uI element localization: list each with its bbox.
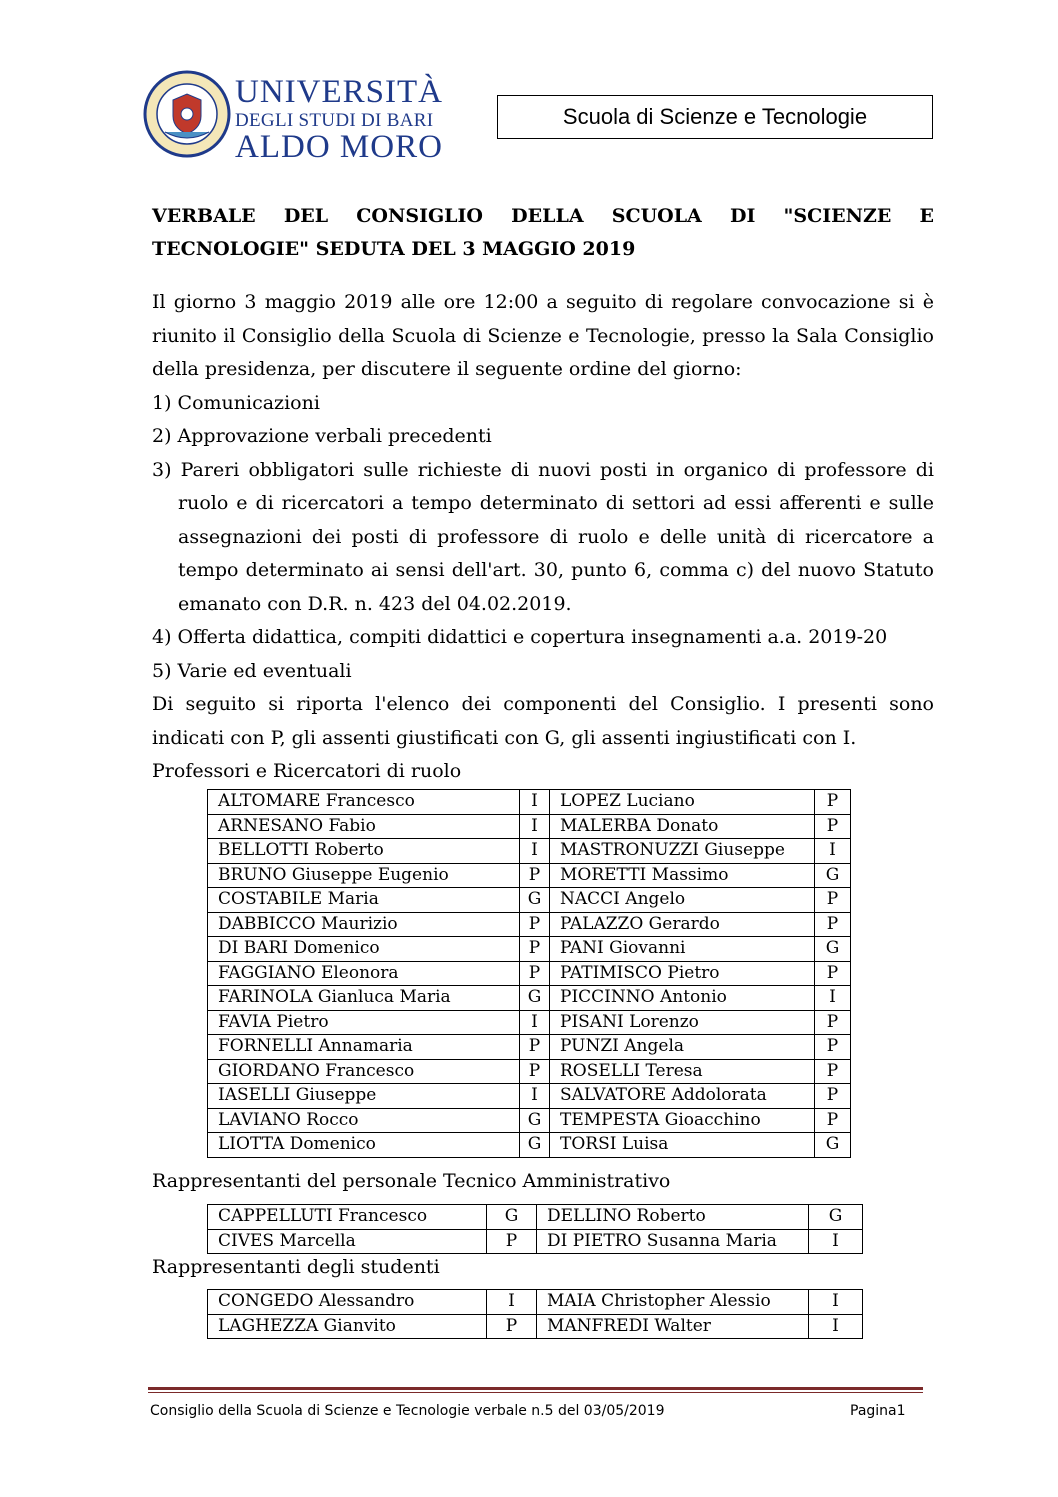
table-row: [208, 1035, 851, 1060]
member-name: FORNELLI Annamaria: [208, 1035, 520, 1060]
professors-table: [207, 789, 851, 1158]
agenda-item: 1) Comunicazioni: [152, 391, 320, 414]
member-name: MAIA Christopher Alessio: [537, 1290, 809, 1315]
attendance-status: I: [815, 986, 851, 1011]
table-row: [208, 1010, 851, 1035]
member-name: ARNESANO Fabio: [208, 814, 520, 839]
attendance-status: I: [487, 1290, 537, 1315]
attendance-status: I: [520, 790, 550, 815]
member-name: CONGEDO Alessandro: [208, 1290, 487, 1315]
attendance-status: P: [520, 961, 550, 986]
member-name: SALVATORE Addolorata: [550, 1084, 815, 1109]
section-label-professors: Professori e Ricercatori di ruolo: [152, 760, 462, 782]
university-logo: [143, 70, 443, 165]
logo-line-3: ALDO MORO: [235, 129, 443, 165]
member-name: TORSI Luisa: [550, 1133, 815, 1158]
document-title: [152, 200, 934, 266]
member-name: DI PIETRO Susanna Maria: [537, 1229, 809, 1254]
table-row: [208, 1314, 863, 1339]
member-name: LAVIANO Rocco: [208, 1108, 520, 1133]
member-name: CAPPELLUTI Francesco: [208, 1205, 487, 1230]
member-name: MASTRONUZZI Giuseppe: [550, 839, 815, 864]
table-row: [208, 790, 851, 815]
member-name: DABBICCO Maurizio: [208, 912, 520, 937]
agenda-item: 5) Varie ed eventuali: [152, 659, 352, 682]
attendance-status: G: [520, 888, 550, 913]
attendance-status: P: [815, 912, 851, 937]
table-row: [208, 1205, 863, 1230]
logo-line-1: UNIVERSITÀ: [235, 74, 443, 110]
table-row: [208, 814, 851, 839]
attendance-status: G: [815, 1133, 851, 1158]
logo-line-2: DEGLI STUDI DI BARI: [235, 110, 434, 131]
attendance-status: I: [520, 1084, 550, 1109]
member-name: DI BARI Domenico: [208, 937, 520, 962]
member-name: NACCI Angelo: [550, 888, 815, 913]
member-name: PATIMISCO Pietro: [550, 961, 815, 986]
legend-paragraph: Di seguito si riporta l'elenco dei componenti del Consiglio. I presenti sono indicati con P, gli assenti giustificati con G, gli assenti ingiustificati con I.: [152, 693, 934, 749]
table-row: [208, 839, 851, 864]
table-row: [208, 888, 851, 913]
attendance-status: P: [815, 1059, 851, 1084]
attendance-status: I: [520, 839, 550, 864]
section-label-staff: Rappresentanti del personale Tecnico Amministrativo: [152, 1170, 671, 1192]
attendance-status: P: [815, 814, 851, 839]
agenda-item: 2) Approvazione verbali precedenti: [152, 425, 492, 447]
school-name-box: Scuola di Scienze e Tecnologie: [497, 95, 933, 139]
member-name: MALERBA Donato: [550, 814, 815, 839]
member-name: FAGGIANO Eleonora: [208, 961, 520, 986]
member-name: GIORDANO Francesco: [208, 1059, 520, 1084]
attendance-status: P: [520, 912, 550, 937]
attendance-status: G: [520, 1133, 550, 1158]
students-table: [207, 1289, 863, 1339]
document-body: [152, 286, 934, 789]
member-name: LOPEZ Luciano: [550, 790, 815, 815]
member-name: ALTOMARE Francesco: [208, 790, 520, 815]
attendance-status: I: [815, 839, 851, 864]
member-name: COSTABILE Maria: [208, 888, 520, 913]
attendance-status: G: [815, 937, 851, 962]
member-name: BELLOTTI Roberto: [208, 839, 520, 864]
member-name: ROSELLI Teresa: [550, 1059, 815, 1084]
attendance-status: P: [815, 888, 851, 913]
member-name: LAGHEZZA Gianvito: [208, 1314, 487, 1339]
table-row: [208, 937, 851, 962]
attendance-status: G: [487, 1205, 537, 1230]
member-name: PUNZI Angela: [550, 1035, 815, 1060]
title-line-2: TECNOLOGIE" SEDUTA DEL 3 MAGGIO 2019: [152, 238, 636, 260]
attendance-status: I: [520, 1010, 550, 1035]
member-name: PALAZZO Gerardo: [550, 912, 815, 937]
attendance-status: P: [520, 1035, 550, 1060]
table-row: [208, 986, 851, 1011]
attendance-status: P: [815, 1108, 851, 1133]
attendance-status: P: [487, 1314, 537, 1339]
attendance-status: G: [520, 986, 550, 1011]
table-row: [208, 1084, 851, 1109]
attendance-status: G: [815, 863, 851, 888]
attendance-status: P: [815, 1010, 851, 1035]
table-row: [208, 912, 851, 937]
title-line-1: VERBALE DEL CONSIGLIO DELLA SCUOLA DI "SCIENZE E: [152, 205, 934, 227]
attendance-status: P: [520, 1059, 550, 1084]
attendance-status: G: [520, 1108, 550, 1133]
attendance-status: P: [815, 1084, 851, 1109]
attendance-status: I: [520, 814, 550, 839]
agenda-item: 3) Pareri obbligatori sulle richieste di nuovi posti in organico di professore di ruolo e di ricercatori a tempo determinato di settori ad essi afferenti e sulle assegnazioni dei posti di professore di ruolo e delle unità di ricercatore a tempo determinato ai sensi dell'art. 30, punto 6, comma c) del nuovo Statuto emanato con D.R. n. 423 del 04.02.2019.: [152, 458, 934, 615]
table-row: [208, 961, 851, 986]
member-name: PANI Giovanni: [550, 937, 815, 962]
attendance-status: P: [520, 937, 550, 962]
attendance-status: P: [815, 790, 851, 815]
footer-text: Consiglio della Scuola di Scienze e Tecnologie verbale n.5 del 03/05/2019: [150, 1403, 665, 1419]
member-name: PISANI Lorenzo: [550, 1010, 815, 1035]
attendance-status: I: [809, 1290, 863, 1315]
member-name: DELLINO Roberto: [537, 1205, 809, 1230]
attendance-status: P: [815, 1035, 851, 1060]
staff-table: [207, 1204, 863, 1254]
table-row: [208, 1290, 863, 1315]
attendance-status: I: [809, 1229, 863, 1254]
table-row: [208, 1108, 851, 1133]
university-seal-icon: [143, 70, 231, 158]
intro-paragraph: Il giorno 3 maggio 2019 alle ore 12:00 a seguito di regolare convocazione si è riunito il Consiglio della Scuola di Scienze e Tecnologie, presso la Sala Consiglio della presidenza, per discutere il seguente ordine del giorno:: [152, 291, 934, 380]
attendance-status: P: [520, 863, 550, 888]
member-name: TEMPESTA Gioacchino: [550, 1108, 815, 1133]
table-row: [208, 863, 851, 888]
member-name: IASELLI Giuseppe: [208, 1084, 520, 1109]
page-number: Pagina1: [850, 1403, 906, 1419]
footer-divider: [148, 1387, 923, 1390]
member-name: CIVES Marcella: [208, 1229, 487, 1254]
table-row: [208, 1229, 863, 1254]
attendance-status: P: [815, 961, 851, 986]
member-name: FARINOLA Gianluca Maria: [208, 986, 520, 1011]
attendance-status: G: [809, 1205, 863, 1230]
member-name: LIOTTA Domenico: [208, 1133, 520, 1158]
footer-divider-thin: [148, 1392, 923, 1393]
table-row: [208, 1133, 851, 1158]
section-label-students: Rappresentanti degli studenti: [152, 1256, 440, 1278]
member-name: MORETTI Massimo: [550, 863, 815, 888]
table-row: [208, 1059, 851, 1084]
member-name: FAVIA Pietro: [208, 1010, 520, 1035]
agenda-item: 4) Offerta didattica, compiti didattici e copertura insegnamenti a.a. 2019-20: [152, 626, 888, 648]
member-name: MANFREDI Walter: [537, 1314, 809, 1339]
attendance-status: P: [487, 1229, 537, 1254]
member-name: BRUNO Giuseppe Eugenio: [208, 863, 520, 888]
attendance-status: I: [809, 1314, 863, 1339]
member-name: PICCINNO Antonio: [550, 986, 815, 1011]
